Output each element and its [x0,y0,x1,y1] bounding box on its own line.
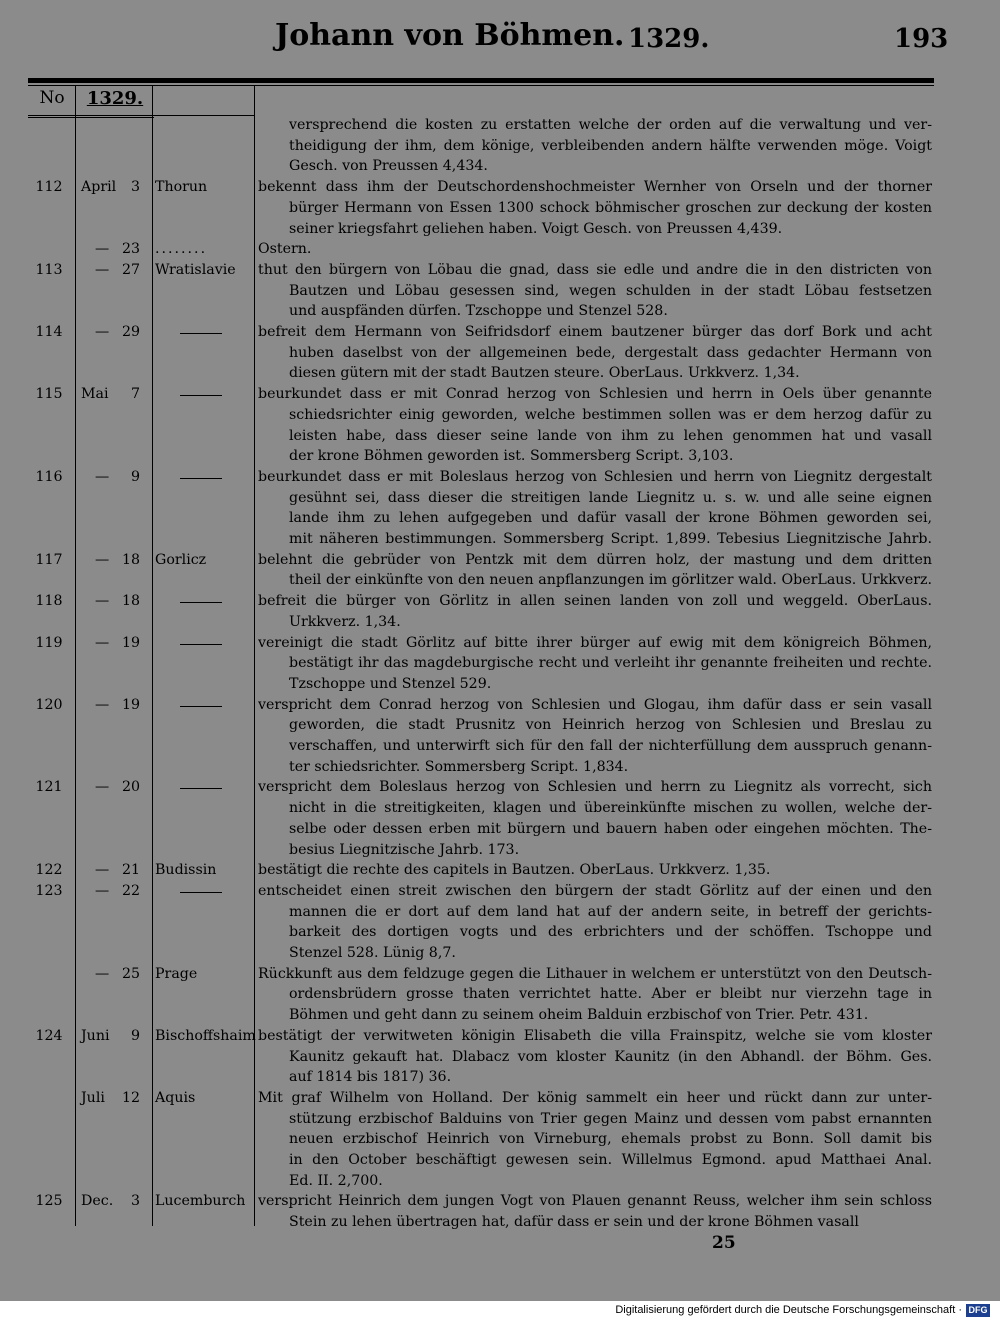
running-title: Johann von Böhmen. [275,18,625,53]
entry-day: 9 [130,1027,140,1044]
ditto-dash [180,644,222,645]
entry-month: — [95,634,110,651]
entry-text-line: in den October beschäftigt gewesen sein. Willelmus Egmond. apud Matthaei Anal. [289,1152,932,1168]
table-head-rule [28,115,254,116]
entry-text-line: Gesch. von Preussen 4,434. [289,158,488,175]
ditto-dash [180,478,222,479]
entry-number: 113 [35,261,63,278]
entry-month: — [95,551,110,568]
entry-place: Prage [155,965,198,982]
entry-text-line: Bautzen und Löbau gesessen sind, wegen schulden in der stadt Löbau festsetzen [289,282,932,299]
column-divider-date [152,86,153,1226]
entry-number: 121 [35,779,63,796]
entry-text-line: beurkundet dass er mit Boleslaus herzog von Schlesien und herrn von Liegnitz dergestalt [258,468,932,485]
entry-text-line: Kaunitz gekauft hat. Dlabacz vom kloster Kaunitz (in den Abhandl. der Böhm. Ges. [289,1048,932,1065]
entry-text-line: nicht in die streitigkeiten, klagen und übereinkünfte mischen zu wollen, welche der- [289,800,932,817]
ditto-dash [180,395,222,396]
entry-text-line: der krone Böhmen geworden ist. Sommersberg Script. 3,103. [289,448,734,465]
entry-text-line: theil der einkünfte von den neuen anpflanzungen im görlitzer wald. OberLaus. Urkkverz. [289,572,932,589]
entry-month: Mai [81,386,109,403]
ditto-dash [180,333,222,334]
entry-number: 124 [35,1027,63,1044]
entry-text-line: leisten habe, dass dieser seine lande von ihm zu lehen genommen hat und vasall [289,427,932,444]
entry-text-line: ordensbrüdern grosse thaten verrichtet hatte. Aber er bleibt nur vierzehn tage in [289,986,932,1003]
entry-number: 114 [35,324,63,340]
entry-month: April [81,179,117,196]
entry-month: — [95,241,110,258]
entry-day: 18 [121,593,140,610]
entry-month: Juni [81,1027,110,1044]
entry-day: 19 [121,634,140,651]
entry-number: 112 [35,179,63,196]
entry-number: 123 [35,882,63,899]
running-year: 1329. [628,24,710,54]
entry-number: 115 [35,386,63,403]
entry-place: Bischoffshaim [155,1027,256,1044]
entry-text-line: Urkkverz. 1,34. [289,613,401,630]
entry-text-line: mannen die er dort auf dem land hat auf der andern seite, in betreff der gerichts- [289,903,932,920]
entry-text-line: thut den bürgern von Löbau die gnad, dass sie edle und andre die in den districten von [258,261,932,278]
entry-number: 119 [35,634,63,651]
entry-day: 18 [121,551,140,568]
entry-text-line: barkeit des dortigen vogts und des erbrichters und der schöffen. Tschoppe und [289,924,932,941]
column-divider-no [75,86,76,1226]
table-head-rule-2 [28,117,154,118]
entry-text-line: befreit dem Hermann von Seifridsdorf einem bautzener bürger das dorf Bork und acht [258,324,932,340]
entry-month: — [95,965,110,982]
entry-text-line: schiedsrichter einig geworden, welche bestimmen sollen was er dem herzog dafür zu [289,406,932,423]
ditto-dash [180,706,222,707]
entry-text-line: vereinigt die stadt Görlitz auf bitte ihrer bürger auf ewig mit dem königreich Böhmen, [258,634,932,651]
column-header-no: No [39,88,65,108]
entry-text-line: bestätigt der verwitweten königin Elisabeth die villa Frainspitz, welche sie vom kloster [258,1027,932,1044]
dfg-logo: DFG [966,1304,990,1317]
entry-text-line: verschaffen, und unterwirft sich für den fall der nichterfüllung dem ausspruch genann- [289,738,932,754]
entry-month: — [95,862,110,879]
entry-month: — [95,882,110,899]
signature-mark: 25 [712,1233,736,1253]
entry-text-line: huben daselbst von der allgemeinen bede, dergestalt dass gedachter Hermann von [289,344,932,361]
entry-number: 118 [35,593,63,610]
entry-text-line: lande ihm zu lehen aufgegeben und dafür vasall der krone Böhmen geworden sei, [289,510,932,527]
entry-text-line: bestätigt ihr das magdeburgische recht und verleiht ihr genannte freiheiten und rechte. [289,655,932,672]
entry-month: — [95,593,110,610]
entry-number: 122 [35,862,63,879]
entry-place: Aquis [155,1089,196,1106]
entry-day: 22 [121,882,140,899]
column-header-year: 1329. [86,88,144,109]
column-divider-place [254,86,255,1226]
entry-text-line: diesen gütern mit der stadt Bautzen steure. OberLaus. Urkkverz. 1,34. [289,365,800,382]
entry-text-line: entscheidet einen streit zwischen den bürgern der stadt Görlitz auf der einen und den [258,882,932,899]
entry-text-line: geworden, die stadt Prusnitz von Heinrich herzog von Schlesien und Breslau zu [289,717,932,734]
entry-text-line: bestätigt die rechte des capitels in Bautzen. OberLaus. Urkkverz. 1,35. [258,862,771,879]
entry-text-line: gesühnt sei, dass dieser die streitigen lande Liegnitz u. s. w. und alle seine eignen [289,489,932,506]
entry-day: 19 [121,696,140,713]
entry-text-line: auf 1814 bis 1817) 36. [289,1069,452,1086]
entry-day: 12 [121,1089,140,1106]
ditto-dash [180,788,222,789]
entry-text-line: beurkundet dass er mit Conrad herzog von Schlesien und herrn in Oels über genannte [258,386,932,403]
entry-text-line: Mit graf Wilhelm von Holland. Der könig sammelt ein heer und rückt dann zur unter- [258,1089,932,1106]
header-rule-thin [28,85,934,86]
entry-month: — [95,261,110,278]
entry-text-line: und auspfänden dürfen. Tzschoppe und Stenzel 528. [289,303,668,320]
entry-month: — [95,696,110,713]
entry-month: — [95,779,110,796]
entry-text-line: Stein zu lehen übertragen hat, dafür dass er sein und der krone Böhmen vasall [289,1214,859,1231]
page-number: 193 [894,24,949,54]
entry-text-line: selbe oder dessen erben mit bürgern und bauern haben oder eingehen möchten. The- [289,820,932,837]
entry-text-line: stützung erzbischof Balduins von Trier gegen Mainz und dessen vom pabst ernannten [289,1110,932,1127]
credit-bar [0,1301,1000,1321]
entry-month: Juli [81,1089,105,1106]
entry-day: 3 [130,179,140,196]
header-rule-thick [28,78,934,83]
entry-text-line: bürger Hermann von Essen 1300 schock böhmischer groschen zur deckung der kosten [289,199,932,216]
entry-text-line: Ostern. [258,241,312,258]
entry-text-line: verspricht dem Conrad herzog von Schlesien und Glogau, ihm dafür dass er sein vasall [258,696,932,713]
entry-day: 29 [121,324,140,340]
entry-text-line: mit näheren bestimmungen. Sommersberg Script. 1,899. Tebesius Liegnitzische Jahrb. [289,531,932,547]
entry-day: 23 [121,241,140,258]
entry-text-line: befreit die bürger von Görlitz in allen seinen landen von zoll und weggeld. OberLaus. [258,593,932,610]
entry-text-line: belehnt die gebrüder von Pentzk mit dem dürren holz, der mastung und dem dritten [258,551,932,568]
entry-month: — [95,468,110,485]
entry-place: Thorun [155,179,208,196]
entry-month: — [95,324,110,340]
ditto-dash [180,892,222,893]
entry-text-line: verspricht dem Boleslaus herzog von Schlesien und herrn zu Liegnitz als vorrecht, sich [258,779,932,796]
entry-text-line: theidigung der ihm, dem könige, verbleibenden andern hälfte verwenden möge. Voigt [289,137,932,154]
entry-number: 117 [35,551,63,568]
entry-day: 25 [121,965,140,982]
entry-text-line: verspricht Heinrich dem jungen Vogt von Plauen genannt Reuss, welcher ihm sein schloss [258,1193,932,1210]
entry-text-line: versprechend die kosten zu erstatten welche der orden auf die verwaltung und ver- [289,117,932,133]
entry-text-line: Böhmen und geht dann zu seinem oheim Balduin erzbischof von Trier. Petr. 431. [289,1007,869,1024]
entry-day: 3 [130,1193,140,1210]
entry-day: 9 [130,468,140,485]
entry-text-line: seiner kriegsfahrt geliehen haben. Voigt Gesch. von Preussen 4,439. [289,220,783,237]
ditto-dash [180,602,222,603]
entry-number: 116 [35,468,63,485]
entry-day: 7 [130,386,140,403]
entry-day: 27 [121,261,140,278]
entry-month: Dec. [81,1193,114,1210]
entry-text-line: Stenzel 528. Lünig 8,7. [289,945,456,961]
entry-text-line: bekennt dass ihm der Deutschordenshochmeister Wernher von Orseln und der thorner [258,179,932,196]
entry-place: Lucemburch [155,1193,246,1210]
entry-number: 125 [35,1193,63,1210]
entry-place: Budissin [155,862,217,879]
entry-text-line: Rückkunft aus dem feldzuge gegen die Lithauer in welchem er unterstützt von den Deutsch- [258,965,932,982]
entry-place: Wratislavie [155,261,236,278]
entry-text-line: Tzschoppe und Stenzel 529. [289,675,492,692]
entry-place: ........ [155,241,208,258]
entry-number: 120 [35,696,63,713]
credit-text: Digitalisierung gefördert durch die Deutsche Forschungsgemeinschaft · [615,1304,962,1316]
entry-text-line: neuen erzbischof Heinrich von Virneburg, ehemals probst zu Bonn. Soll damit bis [289,1131,932,1148]
entry-text-line: Ed. II. 2,700. [289,1172,383,1189]
entry-day: 21 [121,862,140,879]
entry-text-line: besius Liegnitzische Jahrb. 173. [289,841,520,858]
entry-place: Gorlicz [155,551,207,568]
entry-text-line: ter schiedsrichter. Sommersberg Script. 1,834. [289,758,629,775]
entry-day: 20 [121,779,140,796]
